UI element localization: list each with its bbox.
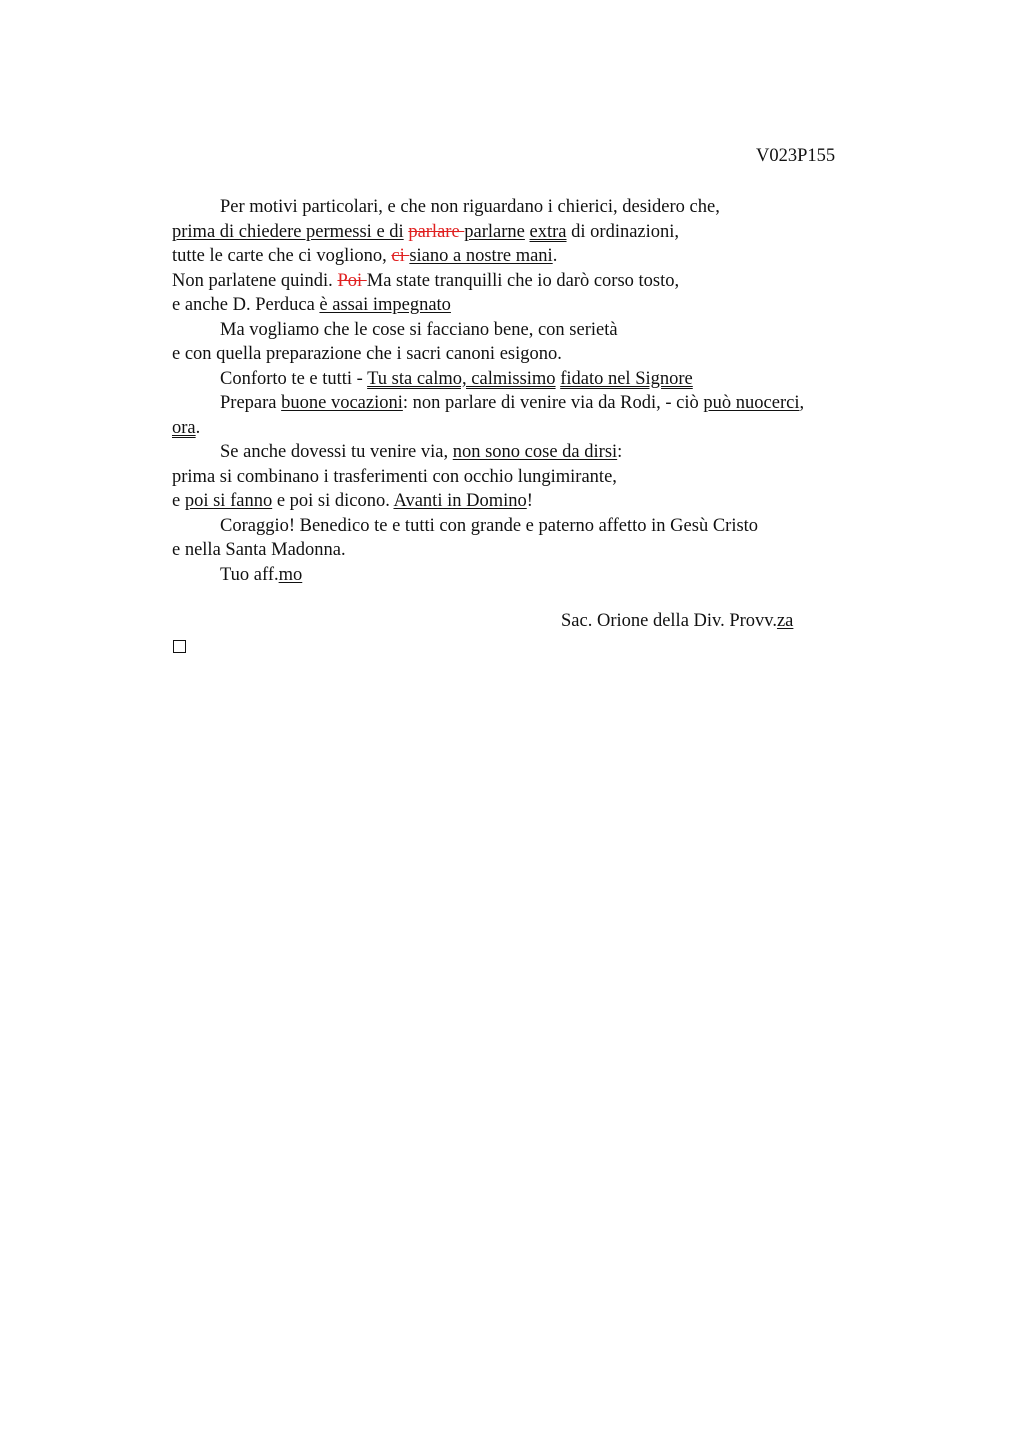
text: : non parlare di venire via da Rodi, - ciò [402,393,704,413]
double-underlined-text: Tu sta calmo, calmissimo [367,368,556,389]
signature-suffix: za [776,611,794,631]
signature-text: Sac. Orione della Div. Provv. [561,611,777,631]
text: tutte le carte che ci vogliono, [172,246,392,266]
letter-line [172,391,892,416]
text: Prepara [220,393,282,413]
letter-line [172,220,892,245]
inserted-text: parlarne [464,221,525,242]
letter-line [172,367,892,392]
double-underlined-text: ora [172,417,196,438]
text: Per motivi particolari, e che non riguardano i chierici, desidero che, [220,197,720,217]
underlined-text: è assai impegnato [319,295,451,315]
letter-line [172,244,892,269]
text: . [552,246,558,266]
letter-line [172,416,892,441]
text: Ma state tranquilli che io darò corso tosto, [366,270,680,291]
deleted-text: ci [391,246,410,266]
text: , [799,393,805,413]
letter-line [172,318,892,343]
text: Coraggio! Benedico te e tutti con grande e paterno affetto in Gesù Cristo [220,515,759,536]
underlined-text: mo [278,564,303,585]
text: e [172,491,185,511]
letter-line [172,440,892,465]
letter-line [172,465,892,490]
inserted-text: siano a nostre mani [409,246,553,266]
letter-line [172,269,892,294]
document-id: V023P155 [756,146,836,166]
text: Conforto te e tutti - [220,368,368,389]
letter-line [172,514,892,539]
text: Tuo aff. [220,564,279,585]
underlined-text: poi si fanno [184,491,273,511]
text: e anche D. Perduca [172,295,320,315]
underlined-text: buone vocazioni [281,393,403,413]
letter-line [172,563,892,588]
text: e poi si dicono. [272,491,394,511]
letter-line [172,489,892,514]
letter-line [172,538,892,563]
text: e nella Santa Madonna. [172,540,346,560]
text: e con quella preparazione che i sacri canoni esigono. [172,344,562,364]
deleted-text: parlare [408,221,465,242]
text: Se anche dovessi tu venire via, [220,442,453,462]
text: . [195,417,201,438]
letter-line [172,293,892,318]
underlined-text: prima di chiedere permessi e di [172,221,404,242]
signature [561,611,793,632]
text: prima si combinano i trasferimenti con occhio lungimirante, [172,466,617,487]
text: Ma vogliamo che le cose si facciano bene, con serietà [220,319,618,340]
text: Non parlatene quindi. [172,270,338,291]
letter-line [172,342,892,367]
text: di ordinazioni, [566,221,680,242]
checkbox-square-icon [173,640,186,653]
text: : [617,442,623,462]
double-underlined-text: extra [529,221,567,242]
letter-body [172,195,892,587]
letter-line [172,195,892,220]
double-underlined-text: fidato nel Signore [560,368,693,389]
underlined-text: Avanti in Domino [393,491,527,511]
underlined-text: non sono cose da dirsi [452,442,618,462]
deleted-text: Poi [337,270,367,291]
underlined-text: può nuocerci [703,393,800,413]
text: ! [526,491,533,511]
